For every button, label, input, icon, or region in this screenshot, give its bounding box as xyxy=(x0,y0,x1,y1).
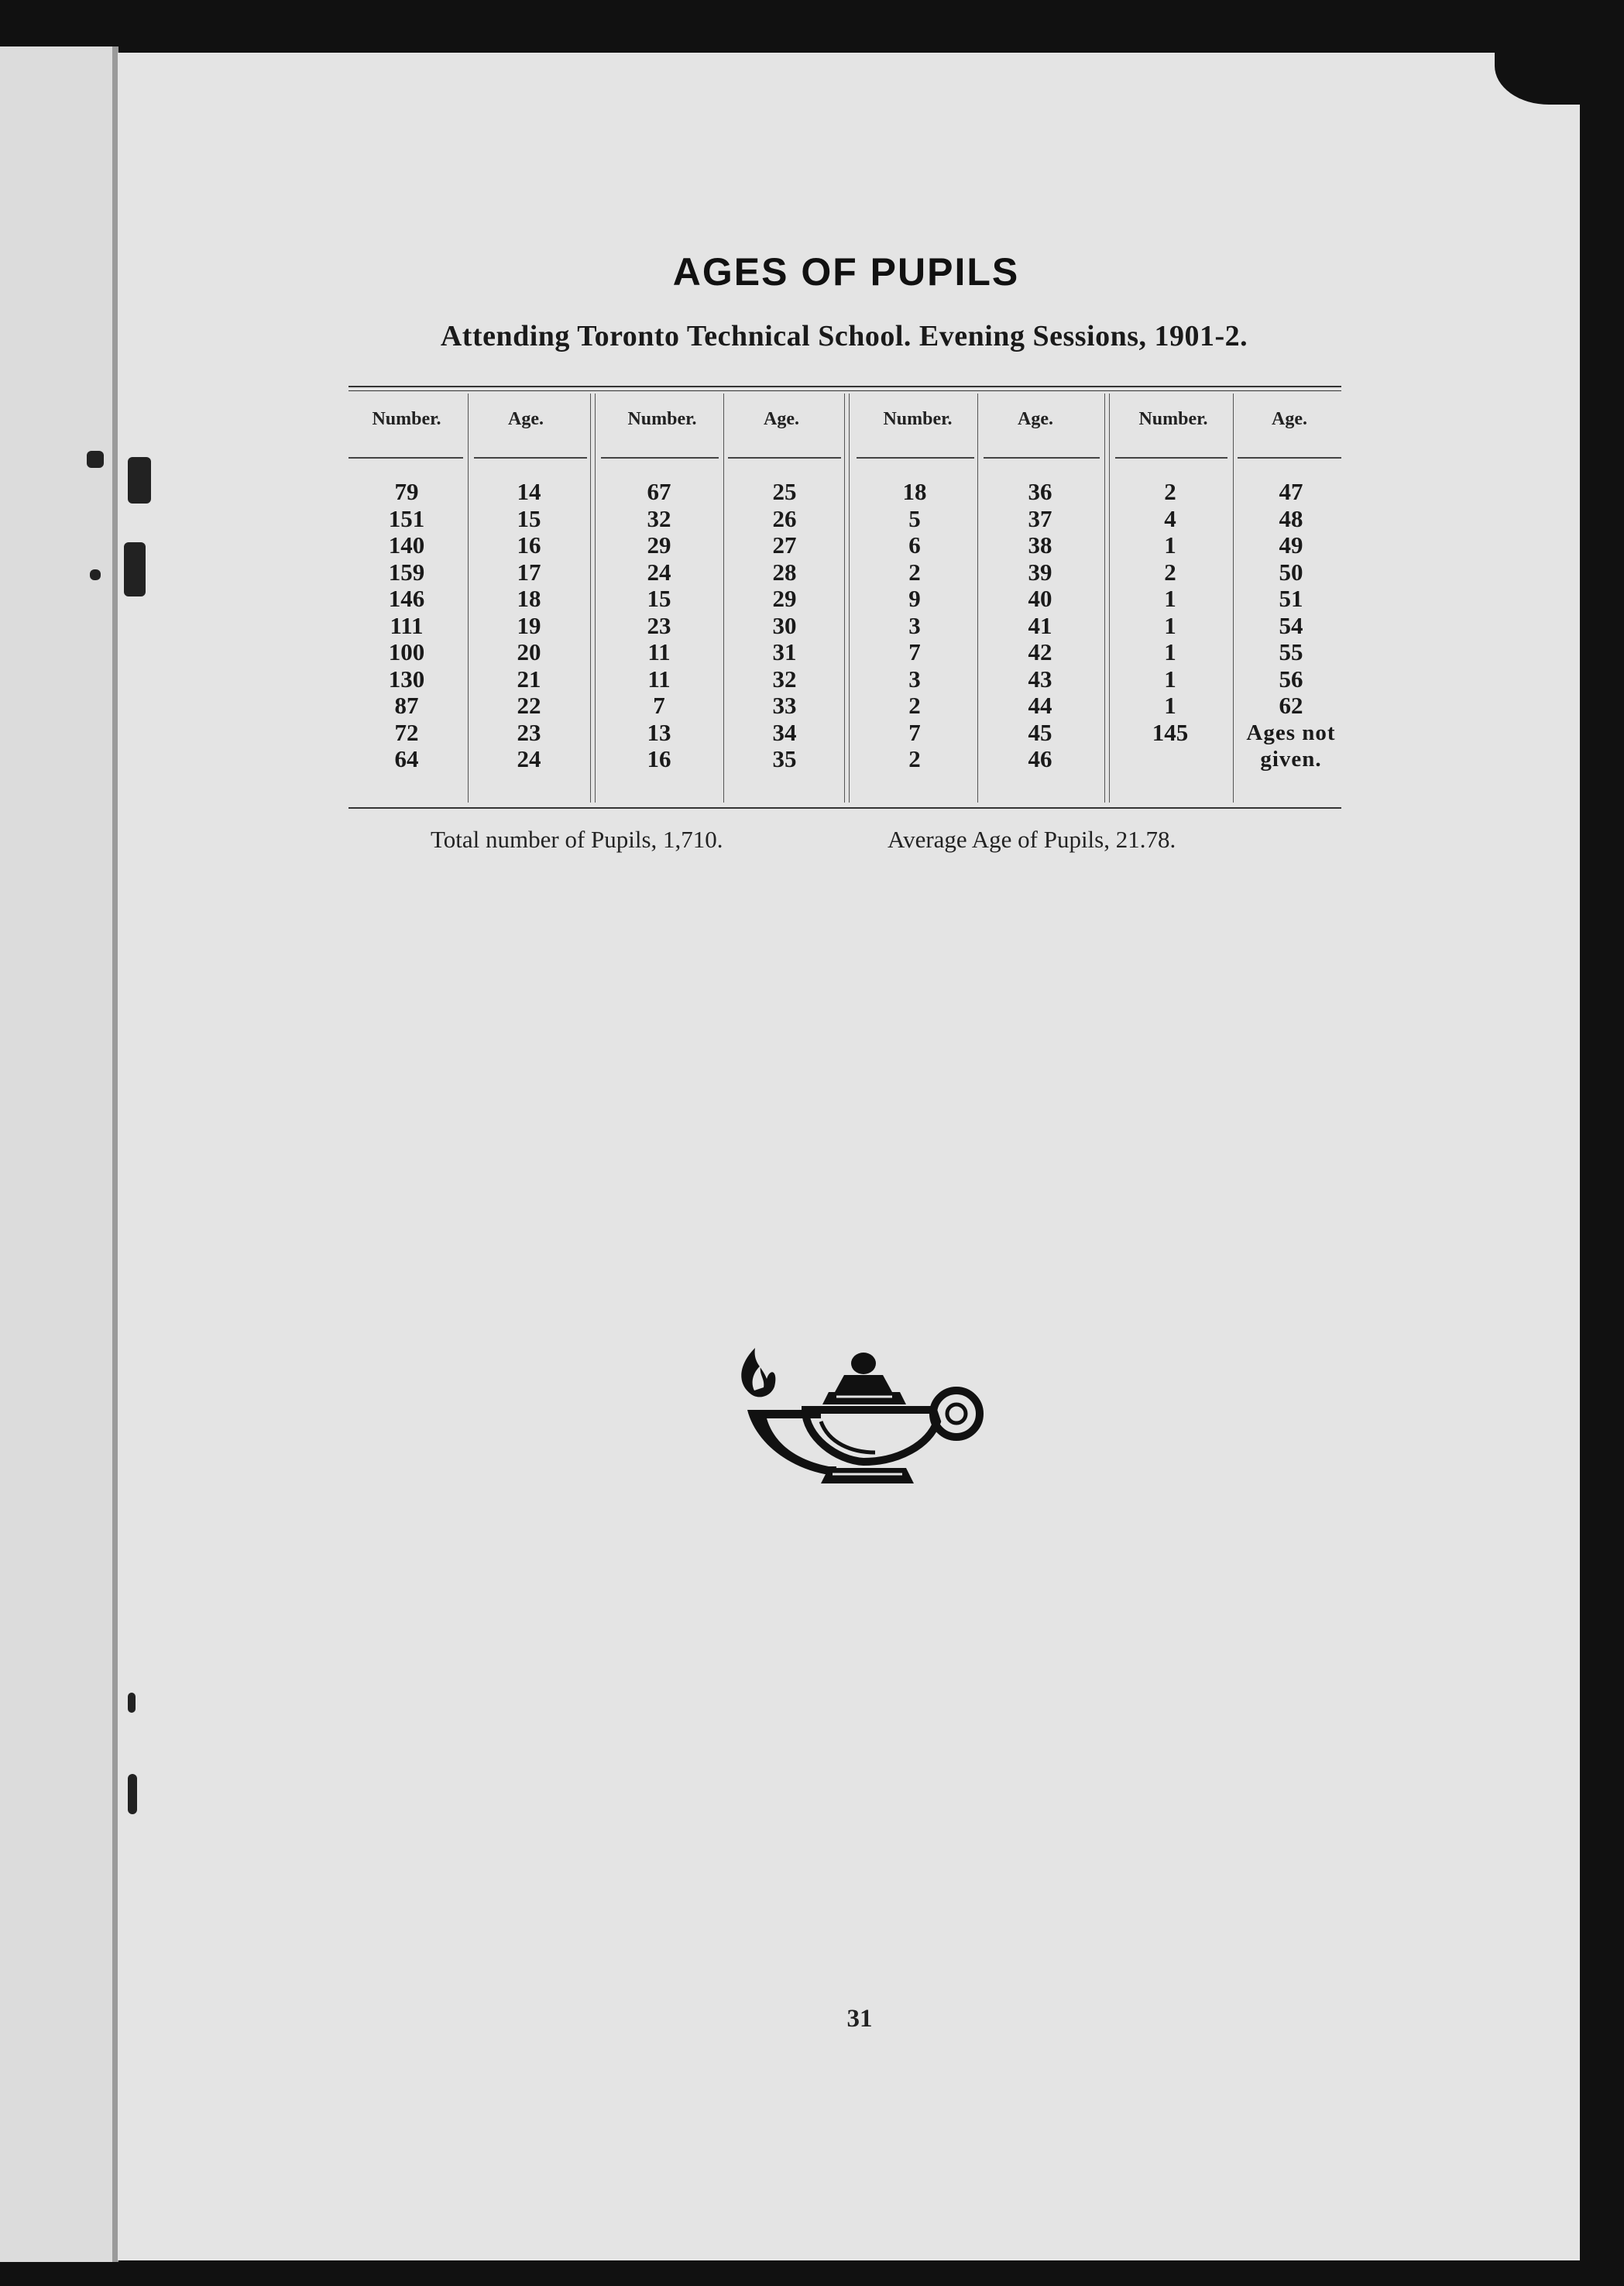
table-cell: 15 xyxy=(517,504,541,532)
column-header: Number. xyxy=(883,409,953,429)
table-cell: 40 xyxy=(1028,585,1052,612)
table-cell: 18 xyxy=(517,585,541,612)
column-divider xyxy=(844,394,850,803)
header-underline xyxy=(728,457,841,459)
column-header: Number. xyxy=(627,409,697,429)
binding-stitch-mark xyxy=(128,1693,136,1713)
header-underline xyxy=(474,457,587,459)
document-page xyxy=(118,53,1580,2260)
table-cell: 33 xyxy=(772,692,797,719)
column-header: Number. xyxy=(1138,409,1208,429)
table-cell: 130 xyxy=(388,665,425,693)
age-column xyxy=(982,479,1098,773)
table-cell: 49 xyxy=(1279,531,1303,559)
table-cell: 26 xyxy=(772,504,797,532)
table-cell: 48 xyxy=(1279,504,1303,532)
table-cell: 56 xyxy=(1279,665,1303,693)
column-header: Age. xyxy=(508,409,544,429)
header-underline xyxy=(984,457,1100,459)
table-cell: 16 xyxy=(517,531,541,559)
table-cell: 51 xyxy=(1279,585,1303,612)
table-cell: 32 xyxy=(647,504,671,532)
table-cell: 42 xyxy=(1028,638,1052,665)
header-underline xyxy=(1115,457,1227,459)
column-header: Number. xyxy=(372,409,441,429)
column-divider xyxy=(1104,394,1110,803)
number-column xyxy=(348,479,465,773)
table-top-rule xyxy=(348,386,1341,387)
table-cell: 17 xyxy=(517,558,541,586)
oil-lamp-icon xyxy=(720,1336,991,1507)
page-number: 31 xyxy=(846,2005,873,2033)
table-cell: 35 xyxy=(772,745,797,772)
table-cell: 2 xyxy=(1164,478,1176,505)
table-cell: 47 xyxy=(1279,478,1303,505)
table-cell: 6 xyxy=(908,531,921,559)
number-column xyxy=(857,479,973,773)
table-cell: 36 xyxy=(1028,478,1052,505)
table-cell: 146 xyxy=(388,585,425,612)
table-cell: 87 xyxy=(394,692,419,719)
table-cell: 145 xyxy=(1152,718,1189,746)
binding-stitch-mark xyxy=(87,451,104,468)
table-cell: 37 xyxy=(1028,504,1052,532)
table-cell: 1 xyxy=(1164,665,1176,693)
page-title: AGES OF PUPILS xyxy=(672,250,1020,294)
table-cell: 30 xyxy=(772,611,797,639)
ages-table xyxy=(348,386,1341,813)
table-cell: 13 xyxy=(647,718,671,746)
table-cell: 28 xyxy=(772,558,797,586)
table-cell: 21 xyxy=(517,665,541,693)
table-cell: 7 xyxy=(908,638,921,665)
table-cell: 39 xyxy=(1028,558,1052,586)
table-top-rule xyxy=(348,390,1341,391)
table-cell: 27 xyxy=(772,531,797,559)
table-cell: 7 xyxy=(653,692,665,719)
table-cell: 29 xyxy=(772,585,797,612)
header-underline xyxy=(348,457,463,459)
table-cell: 1 xyxy=(1164,585,1176,612)
table-cell: 45 xyxy=(1028,718,1052,746)
table-cell: 3 xyxy=(908,665,921,693)
number-column xyxy=(1112,479,1228,746)
table-cell: 11 xyxy=(647,665,671,693)
table-cell: 9 xyxy=(908,585,921,612)
table-cell: 159 xyxy=(388,558,425,586)
age-column xyxy=(471,479,587,773)
total-pupils-text: Total number of Pupils, 1,710. xyxy=(431,826,723,853)
table-cell: 3 xyxy=(908,611,921,639)
number-column xyxy=(601,479,717,773)
table-cell: 111 xyxy=(390,611,424,639)
table-cell: 38 xyxy=(1028,531,1052,559)
column-header: Age. xyxy=(1272,409,1307,429)
table-cell: 1 xyxy=(1164,692,1176,719)
table-cell: 29 xyxy=(647,531,671,559)
table-bottom-rule xyxy=(348,807,1341,809)
table-cell: 24 xyxy=(647,558,671,586)
table-cell: 46 xyxy=(1028,745,1052,772)
table-cell: 55 xyxy=(1279,638,1303,665)
table-cell: 24 xyxy=(517,745,541,772)
table-cell: 2 xyxy=(908,745,921,772)
column-divider xyxy=(977,394,978,803)
age-column xyxy=(726,479,843,773)
table-cell: 25 xyxy=(772,478,797,505)
table-cell: 31 xyxy=(772,638,797,665)
table-cell: 7 xyxy=(908,718,921,746)
table-cell: 34 xyxy=(772,718,797,746)
table-cell: 15 xyxy=(647,585,671,612)
table-cell: 43 xyxy=(1028,665,1052,693)
table-cell: 32 xyxy=(772,665,797,693)
table-cell: 18 xyxy=(902,478,927,505)
table-cell: 100 xyxy=(388,638,425,665)
table-cell: 4 xyxy=(1164,504,1176,532)
table-cell: 23 xyxy=(647,611,671,639)
header-underline xyxy=(601,457,719,459)
binding-stitch-mark xyxy=(90,569,101,580)
table-cell: 72 xyxy=(394,718,419,746)
column-divider xyxy=(590,394,596,803)
table-cell: 11 xyxy=(647,638,671,665)
table-cell: 140 xyxy=(388,531,425,559)
table-cell-note: Ages not xyxy=(1246,720,1336,745)
header-underline xyxy=(1238,457,1341,459)
table-cell: 62 xyxy=(1279,692,1303,719)
average-age-text: Average Age of Pupils, 21.78. xyxy=(888,826,1176,853)
table-cell: 50 xyxy=(1279,558,1303,586)
page-subtitle: Attending Toronto Technical School. Evening Sessions, 1901-2. xyxy=(440,320,1248,352)
table-cell-note: given. xyxy=(1260,747,1322,772)
table-cell: 151 xyxy=(388,504,425,532)
table-cell: 2 xyxy=(908,558,921,586)
column-divider xyxy=(468,394,469,803)
column-header: Age. xyxy=(764,409,799,429)
facing-page-edge xyxy=(0,46,116,2262)
table-cell: 23 xyxy=(517,718,541,746)
table-cell: 44 xyxy=(1028,692,1052,719)
table-cell: 5 xyxy=(908,504,921,532)
table-cell: 79 xyxy=(394,478,419,505)
table-cell: 64 xyxy=(394,745,419,772)
table-cell: 67 xyxy=(647,478,671,505)
table-cell: 41 xyxy=(1028,611,1052,639)
column-divider xyxy=(723,394,724,803)
age-column xyxy=(1233,479,1349,773)
table-cell: 2 xyxy=(908,692,921,719)
table-cell: 19 xyxy=(517,611,541,639)
table-cell: 1 xyxy=(1164,638,1176,665)
table-cell: 14 xyxy=(517,478,541,505)
binding-stitch-mark xyxy=(128,1774,137,1814)
header-underline xyxy=(857,457,974,459)
table-cell: 22 xyxy=(517,692,541,719)
table-cell: 1 xyxy=(1164,531,1176,559)
table-cell: 20 xyxy=(517,638,541,665)
table-cell: 2 xyxy=(1164,558,1176,586)
table-cell: 16 xyxy=(647,745,671,772)
binding-stitch-mark xyxy=(124,542,146,596)
column-header: Age. xyxy=(1018,409,1053,429)
binding-stitch-mark xyxy=(128,457,151,504)
table-header-row xyxy=(348,409,1341,440)
table-cell: 1 xyxy=(1164,611,1176,639)
table-cell: 54 xyxy=(1279,611,1303,639)
